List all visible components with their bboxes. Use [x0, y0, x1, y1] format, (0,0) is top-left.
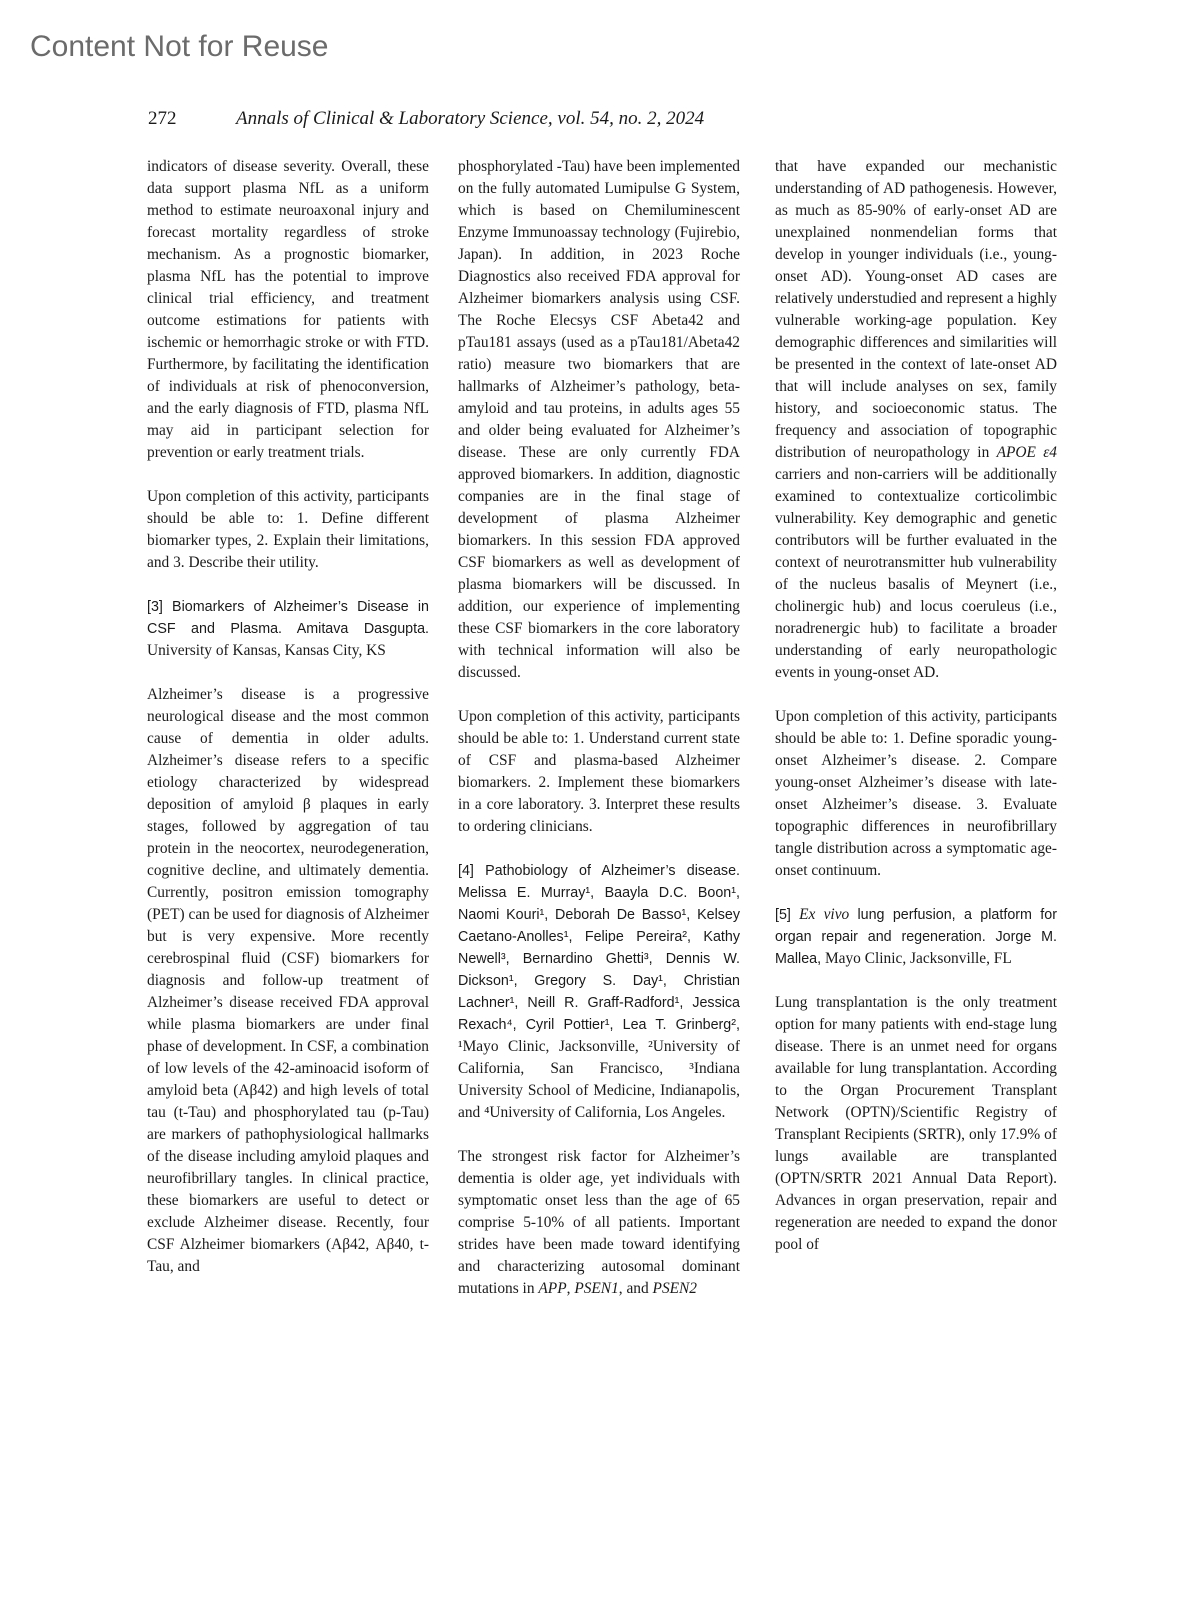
section-5-affiliation: Mayo Clinic, Jacksonville, FL [824, 950, 1012, 967]
gene-apoe: APOE ε4 [996, 444, 1057, 461]
col2-paragraph-3 [458, 1146, 740, 1300]
col3-paragraph-1 [775, 156, 1057, 684]
col1-paragraph-1: indicators of disease severity. Overall, these data support plasma NfL as a uniform method to estimate neuroaxonal injury and forecast mortality regardless of stroke mechanism. As a prognostic biomarker, plasma NfL has the potential to improve clinical trial efficiency, and treatment outcome estimations for patients with ischemic or hemorrhagic stroke or with FTD. Furthermore, by facilitating the identification of individuals at risk of phenoconversion, and the early diagnosis of FTD, plasma NfL may aid in participant selection for prevention or early treatment trials. [147, 158, 429, 461]
section-3-header [147, 596, 429, 662]
col3-paragraph-3: Lung transplantation is the only treatment option for many patients with end-stage lung disease. There is an unmet need for organs available for lung transplantation. According to the Organ Procurement Transplant Network (OPTN)/Scientific Registry of Transplant Recipients (SRTR), only 17.9% of lungs available are transplanted (OPTN/SRTR 2021 Annual Data Report). Advances in organ preservation, repair and regeneration are needed to expand the donor pool of [775, 994, 1057, 1253]
col3-paragraph-2: Upon completion of this activity, participants should be able to: 1. Define sporadic young-onset Alzheimer’s disease. 2. Compare young-onset Alzheimer’s disease with late-onset Alzheimer’s disease. 3. Evaluate topographic differences in neurofibrillary tangle distribution across a symptomatic age-onset continuum. [775, 708, 1057, 879]
journal-title: Annals of Clinical & Laboratory Science, vol. 54, no. 2, 2024 [236, 108, 705, 129]
page-header [148, 108, 1048, 130]
gene-separator-1: , [566, 1280, 575, 1297]
watermark: Content Not for Reuse [30, 30, 329, 63]
section-3-affiliation: University of Kansas, Kansas City, KS [147, 642, 386, 659]
section-4-title: [4] Pathobiology of Alzheimer’s disease. Melissa E. Murray¹, Baayla D.C. Boon¹, Naomi Kouri¹, Deborah De Basso¹, Kelsey Caetano-Anolles¹, Felipe Pereira², Kathy Newell³, Bernardino Ghetti³, Dennis W. Dickson¹, Gregory S. Day¹, Christian Lachner¹, Neill R. Graff-Radford¹, Jessica Rexach⁴, Cyril Pottier¹, Lea T. Grinberg², [458, 863, 740, 1033]
gene-psen2: PSEN2 [652, 1280, 698, 1297]
page-number: 272 [148, 108, 177, 129]
section-4-header [458, 860, 740, 1124]
column-2 [458, 156, 740, 1322]
column-1 [147, 156, 429, 1300]
col2-paragraph-3-text: The strongest risk factor for Alzheimer’s dementia is older age, yet individuals with symptomatic onset less than the age of 65 comprise 5-10% of all patients. Important strides have been made toward identifying and characterizing autosomal dominant mutations in [458, 1148, 740, 1297]
col3-paragraph-1b: carriers and non-carriers will be additionally examined to contextualize corticolimbic vulnerability. Key demographic and genetic contributors will be further evaluated in the context of neurotransmitter hub vulnerability of the nucleus basalis of Meynert (i.e., cholinergic hub) and locus coeruleus (i.e., noradrenergic hub) to facilitate a broader understanding of early neuropathologic events in young-onset AD. [775, 466, 1057, 681]
gene-separator-2: , and [618, 1280, 653, 1297]
column-3 [775, 156, 1057, 1278]
col2-paragraph-2: Upon completion of this activity, participants should be able to: 1. Understand current state of CSF and plasma-based Alzheimer biomarkers. 2. Implement these biomarkers in a core laboratory. 3. Interpret these results to ordering clinicians. [458, 708, 740, 835]
section-5-header [775, 904, 1057, 970]
gene-psen1: PSEN1 [574, 1280, 619, 1297]
section-5-title: lung perfusion, a platform for organ repair and regeneration. Jorge M. Mallea, [775, 907, 1057, 967]
col1-paragraph-2: Upon completion of this activity, participants should be able to: 1. Define different biomarker types, 2. Explain their limitations, and 3. Describe their utility. [147, 488, 429, 571]
col1-paragraph-3: Alzheimer’s disease is a progressive neurological disease and the most common cause of dementia in older adults. Alzheimer’s disease refers to a specific etiology characterized by widespread deposition of amyloid β plaques in early stages, followed by aggregation of tau protein in the neocortex, neurodegeneration, cognitive decline, and ultimately dementia. Currently, positron emission tomography (PET) can be used for diagnosis of Alzheimer but is very expensive. More recently cerebrospinal fluid (CSF) biomarkers for diagnosis and follow-up treatment of Alzheimer’s disease received FDA approval while plasma biomarkers are under final phase of development. In CSF, a combination of low levels of the 42-aminoacid isoform of amyloid beta (Aβ42) and high levels of total tau (t-Tau) and phosphorylated tau (p-Tau) are markers of pathophysiological hallmarks of the disease including amyloid plaques and neurofibrillary tangles. In clinical practice, these biomarkers are useful to detect or exclude Alzheimer disease. Recently, four CSF Alzheimer biomarkers (Aβ42, Aβ40, t-Tau, and [147, 686, 429, 1275]
gene-app: APP [538, 1280, 567, 1297]
section-5-exvivo: Ex vivo [799, 906, 850, 923]
section-5-number: [5] [775, 907, 791, 923]
col2-paragraph-1: phosphorylated -Tau) have been implemented on the fully automated Lumipulse G System, which is based on Chemiluminescent Enzyme Immunoassay technology (Fujirebio, Japan). In addition, in 2023 Roche Diagnostics also received FDA approval for Alzheimer biomarkers analysis using CSF. The Roche Elecsys CSF Abeta42 and pTau181 assays (used as a pTau181/Abeta42 ratio) measure two biomarkers that are hallmarks of Alzheimer’s pathology, beta-amyloid and tau proteins, in adults ages 55 and older being evaluated for Alzheimer’s disease. These are only currently FDA approved biomarkers. In addition, diagnostic companies are in the final stage of development of plasma Alzheimer biomarkers. In this session FDA approved CSF biomarkers as well as development of plasma biomarkers will be discussed. In addition, our experience of implementing these CSF biomarkers in the core laboratory with technical information will also be discussed. [458, 158, 740, 681]
section-4-affiliation: ¹Mayo Clinic, Jacksonville, ²University of California, San Francisco, ³Indiana University School of Medicine, Indianapolis, and ⁴University of California, Los Angeles. [458, 1038, 740, 1121]
col3-paragraph-1a: that have expanded our mechanistic understanding of AD pathogenesis. However, as much as 85-90% of early-onset AD are unexplained nonmendelian forms that develop in younger individuals (i.e., young-onset AD). Young-onset AD cases are relatively understudied and represent a highly vulnerable working-age population. Key demographic differences and similarities will be presented in the context of late-onset AD that will include analyses on sex, family history, and socioeconomic status. The frequency and association of topographic distribution of neuropathology in [775, 158, 1057, 461]
section-3-title: [3] Biomarkers of Alzheimer’s Disease in CSF and Plasma. Amitava Dasgupta. [147, 599, 429, 637]
